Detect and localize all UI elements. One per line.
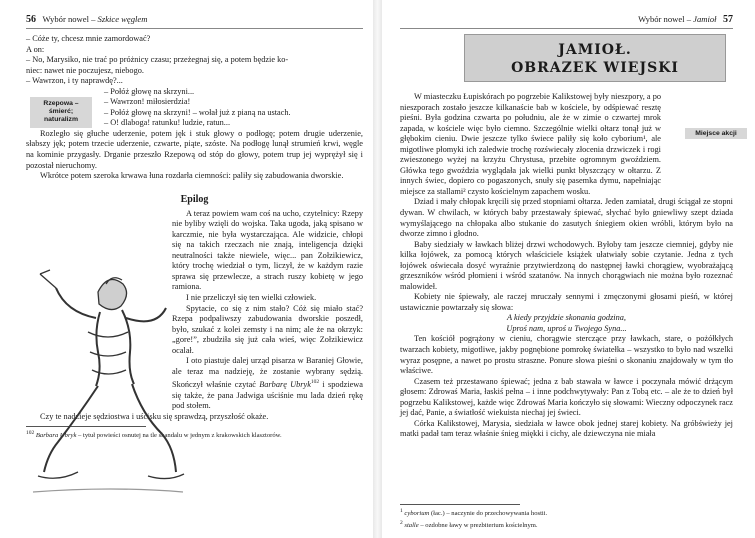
left-header <box>26 14 363 29</box>
dialog-line: – Połóż głowę na skrzyni! – wołał już z pianą na ustach. <box>104 107 291 117</box>
paragraph: Kobiety nie śpiewały, ale raczej mruczały sennymi i zmęczonymi głosami pieśń, w której ustawicznie powtarzały się słowa: <box>400 292 733 312</box>
dialog-line: – Cóże ty, chcesz mnie zamordować? <box>26 34 151 43</box>
poem-line: Uproś nam, uproś u Twojego Syna... <box>506 323 627 333</box>
margin-note: Miejsce akcji <box>685 128 747 139</box>
footnotes <box>400 500 733 530</box>
paragraph: Rozległo się głuche uderzenie, potem jęk i stuk głowy o podłogę; potem drugie uderzenie, słabszy jęk; potem trzecie uderzenie, czwarte, piąte, szóste. Na podłogę lunął strumień krwi, węgle na kominie przygasły. Drganie przeszło Rzepową od stóp do głowy, potem trup jej wyprężył się i pozostał nieruchomy. <box>26 128 363 170</box>
dialog-line: – Połóż głowę na skrzyni... <box>104 86 195 96</box>
epilog-column <box>172 209 363 412</box>
paragraph: A teraz powiem wam coś na ucho, czytelnicy: Rzepy nie byliby wzięli do wojska. Taka ugoda, jaką spisano w karczmie, nie była wystarczająca. Ale widzicie, chłopi się na takich rzeczach nie znają, inteligencja dzięki neutralności także niewiele, więc... pan Zołzikiewicz, który trochę wiedział o tym, liczył, że w każdym razie sprawa się przewlecze, a strach ruszy kobietę w jego ramiona. <box>172 208 363 292</box>
running-subtitle: Jamioł <box>693 14 717 24</box>
page-number: 57 <box>723 14 733 25</box>
gutter <box>373 0 382 538</box>
footnote-divider <box>400 504 520 505</box>
illustration-peasant <box>28 262 188 500</box>
poem-line: A kiedy przyjdzie skonania godzina, <box>507 313 626 323</box>
paragraph: I nie przeliczył się ten wielki człowiek. <box>186 293 317 303</box>
paragraph: Czasem też przestawano śpiewać; jedna z bab stawała w ławce i poczynała mówić drżącym głosem: Zdrowaś Maria, łaskiś pełna – i inne podchwytywały: Pan z Tobą etc. – ale że to dzień był pogrzebu Kalikstowej, każde więc Zdrowaś Maria kończyło się słowami: Wieczny odpoczynek racz jej dać, Panie, a światłość wiekuista niechaj jej świeci. <box>400 376 733 418</box>
paragraph: Spytacie, co się z nim stało? Cóż się miało stać? Rzepa podpaliwszy zabudowania dworskie poszedł, było, szukać z kolei zemsty i na nim; ale że na okrzyk: „gore!”, zbudziła się już cała wieś, więc Zołzikiewicz ocalał. <box>172 303 363 355</box>
paragraph: I oto piastuje dalej urząd pisarza w Baraniej Głowie, ale teraz ma nadzieję, że zostanie wybrany sędzią. Skończył właśnie czytać Barbarę Ubryk$^{102}$ i spodziewa się także, że pana Jadwiga uściśnie mu lada dzień rękę pod stołem. <box>172 356 363 411</box>
chapter-title: JAMIOŁ. OBRAZEK WIEJSKI <box>464 34 726 82</box>
running-title: Wybór nowel – <box>42 14 98 24</box>
dialog-line: – No, Marysiko, nie trać po próżnicy czasu; przeżegnaj się, a potem będzie ko- <box>26 55 289 65</box>
running-subtitle: Szkice węglem <box>97 14 148 24</box>
section-title: Epilog <box>180 193 209 205</box>
dialog-line: – Wawrzon, i ty naprawdę?... <box>26 76 123 86</box>
margin-note: Rzepowa – śmierć; naturalizm <box>30 97 92 128</box>
paragraph: Baby siedziały w ławkach bliżej drzwi wchodowych. Byłoby tam jeszcze ciemniej, gdyby nie kilka łojówek, za pomocą których właściciele książek ułatwiały sobie czytanie. Jedna z tych łojówek oświecała dosyć wyraźnie przytwierdzoną do następnej ławki chorągiew, wyobrażającą grzeszników wśród płomieni i wśród szatanów. Na innych chorągwiach nie można było rozeznać malowideł. <box>400 239 733 291</box>
paragraph: Córka Kalikstowej, Marysia, siedziała w ławce obok jednej starej kobiety. Na gróbświeży jej matki padał tam teraz właśnie śnieg miękki i cichy, ale dziewczyna nie miała <box>400 418 733 439</box>
dialog-line: – Wawrzon! miłosierdzia! <box>104 97 191 107</box>
page-number: 56 <box>26 14 36 25</box>
right-page <box>382 0 755 538</box>
text-column <box>400 92 661 197</box>
paragraph: Dziad i mały chłopak kręcili się przed stopniami ołtarza. Jeden zamiatał, drugi ściągał ze stopni dywan. W chwilach, w których baby przestawały śpiewać, słychać było gniewliwy szept dziada wymyślającego na chłopaka albo stukanie do zasutych śniegiem okien wróbli, którym było na dworze zimno i głodno. <box>400 197 733 239</box>
dialog-line: A on: <box>26 44 45 54</box>
paragraph: Ten kościół pogrążony w cieniu, chorągwie sterczące przy ławkach, stare, o pożółkłych twarzach kobiety, migotliwe, jakby pognębione pomrokę światełka – wszystko to było nad wszelki wyraz posępne, a nawet po prostu straszne. Ponure słowa pieśni o skonaniu znajdowały w tym tło właściwe. <box>400 334 733 376</box>
footnote: $^1$ cyborium (łac.) – naczynie do przechowywania hostii. <box>400 508 548 518</box>
dialog-line: niec: nawet nie poczujesz, niebogo. <box>26 65 144 75</box>
left-page <box>0 0 373 538</box>
footnote: $^2$ stalle – ozdobne ławy w prezbiterium kościelnym. <box>400 519 538 529</box>
running-title: Wybór nowel – <box>638 14 694 24</box>
footnote: $^{102}$ Barbara Ubryk – tytuł powieści osnutej na tle skandalu w jednym z krakowskich klasztorów. <box>26 430 282 440</box>
dialog-line: – O! dlaboga! ratunku! ludzie, ratun... <box>104 118 231 128</box>
paragraph: W miasteczku Łupiskórach po pogrzebie Kalikstowej były nieszpory, a po nieszporach zostało jeszcze kilkanaście bab w kościele, by odśpiewać resztę pieśni. Była godzina czwarta po południu, ale że w zimie o czwartej mrok zapada, w kościele więc było ciemno. Szczególnie wielki ołtarz tonął już w głębokim cieniu. Dwie jeszcze tylko świece paliły się koło cyborium¹, ale migotliwe płomyki ich zaledwie trochę rozświecały złocenia drzwiczek i rogi zwieszonego wyżej na krzyżu Chrystusa, przebite ogromnym gwoździem. Główka tego gwoździa wyglądała jak wielki punkt błyszczący w ołtarzu. Z innych świec, dopiero co pogaszonych, snuły się pasemka dymu, napełniając miejsce za stallami² czysto kościelnym zapachem wosku. <box>400 92 661 196</box>
right-header <box>400 14 733 29</box>
paragraph: Wkrótce potem szeroka krwawa łuna rozdarła ciemności: paliły się zabudowania dworskie. <box>40 171 344 181</box>
paragraph: Czy te nadzieje sędziostwa i uścisku się sprawdzą, przyszłość okaże. <box>40 411 269 421</box>
